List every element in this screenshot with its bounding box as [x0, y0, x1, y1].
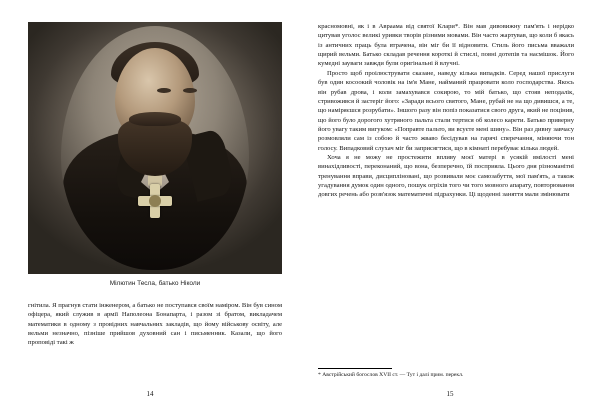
eye-right: [183, 88, 197, 93]
medal-cross-icon: [138, 184, 172, 218]
footnote-divider: [318, 368, 392, 369]
eye-left: [157, 88, 171, 93]
page-number-left: 14: [146, 390, 154, 398]
paragraph: Просто щоб проілюструвати сказане, наведу кілька випадків. Серед нашої прислуги був один косоокий чоловік на ім'я Мане, найманий працювати коло господарства. Якось він рубав дрова, і коли замахувався сокирою, то мій батько, що стояв неподалік, стривожився й застеріг його: «Заради всього святого, Мане, рубай не на що дивишся, а те, що наміряєшся розрубати». Іншого разу він попіз показатися свого друга, який не поцінив, що його було дорогого хутряного пальта стали тертися об колесо карети. Батько приверну його увагу таким вигуком: «Поправте пальто, ви всуєте мені шину». Він раз дивну завчасу розмовляли сам із собою й часто жваво бесідував на гарячі сперечання, міняючи тон голосу. Випадковий слухач міг би заприсягтися, що в кімнаті перебуває кілька людей.: [318, 69, 574, 152]
page-number-right: 15: [446, 390, 454, 398]
footnote-block: [318, 361, 574, 380]
moustache: [129, 112, 181, 126]
figure-caption: Мілютин Тесла, батько Ніколи: [109, 280, 201, 287]
right-page: [300, 0, 600, 414]
right-page-body: [318, 22, 574, 200]
paragraph: красномовні, як і в Авраама від святої Клари*. Він мав дивовижну пам'ять і нерідко цитував уголос великі уривки творів різними мовами. Він часто жартував, що коли б якась із античних праць була втрачена, він міг би її відновити. Стиль його письма вважали щирий вельми. Батько складав речення короткі й стислі, повні дотепів та насмішок. Його кумедні зауваги завжди були оригінальні й влучні.: [318, 23, 574, 68]
portrait-photo-image: [28, 22, 282, 274]
figure-portrait: [28, 22, 282, 287]
paragraph: Хоча я не можу не простежити впливу моєї матері в усякій вмілості мені винахідливості, переконаний, що вона, безперечно, їй посприяла. Цього дня різноманітні тренування вправи, дисципліновані, що розвивали моє самозабуття, мої пам'ять, а також угадування думок один одного, пошук огріхів того чи того мовного апарату, повторювання довгих речень або розв'язок математичні підрахунки. Ці щоденні заняття мали змінювати: [318, 154, 574, 199]
footnote-text: * Австрійський богослов XVII ст. — Тут і далі прим. перекл.: [318, 372, 464, 379]
left-page-body: [28, 301, 282, 348]
paragraph: гнітила. Я прагнув стати інженером, а батько не поступався своїм наміром. Він був сином офіцера, який служив в армії Наполеона Бонапарта, і разом зі братом, викладачем математики в одному з провідних навчальних закладів, що йому військову освіту, але вельми незначно, пізніше прийшов духовний сан і письменник. Казали, що його проповіді такі ж: [28, 302, 282, 347]
portrait-oval-vignette: [61, 26, 249, 270]
